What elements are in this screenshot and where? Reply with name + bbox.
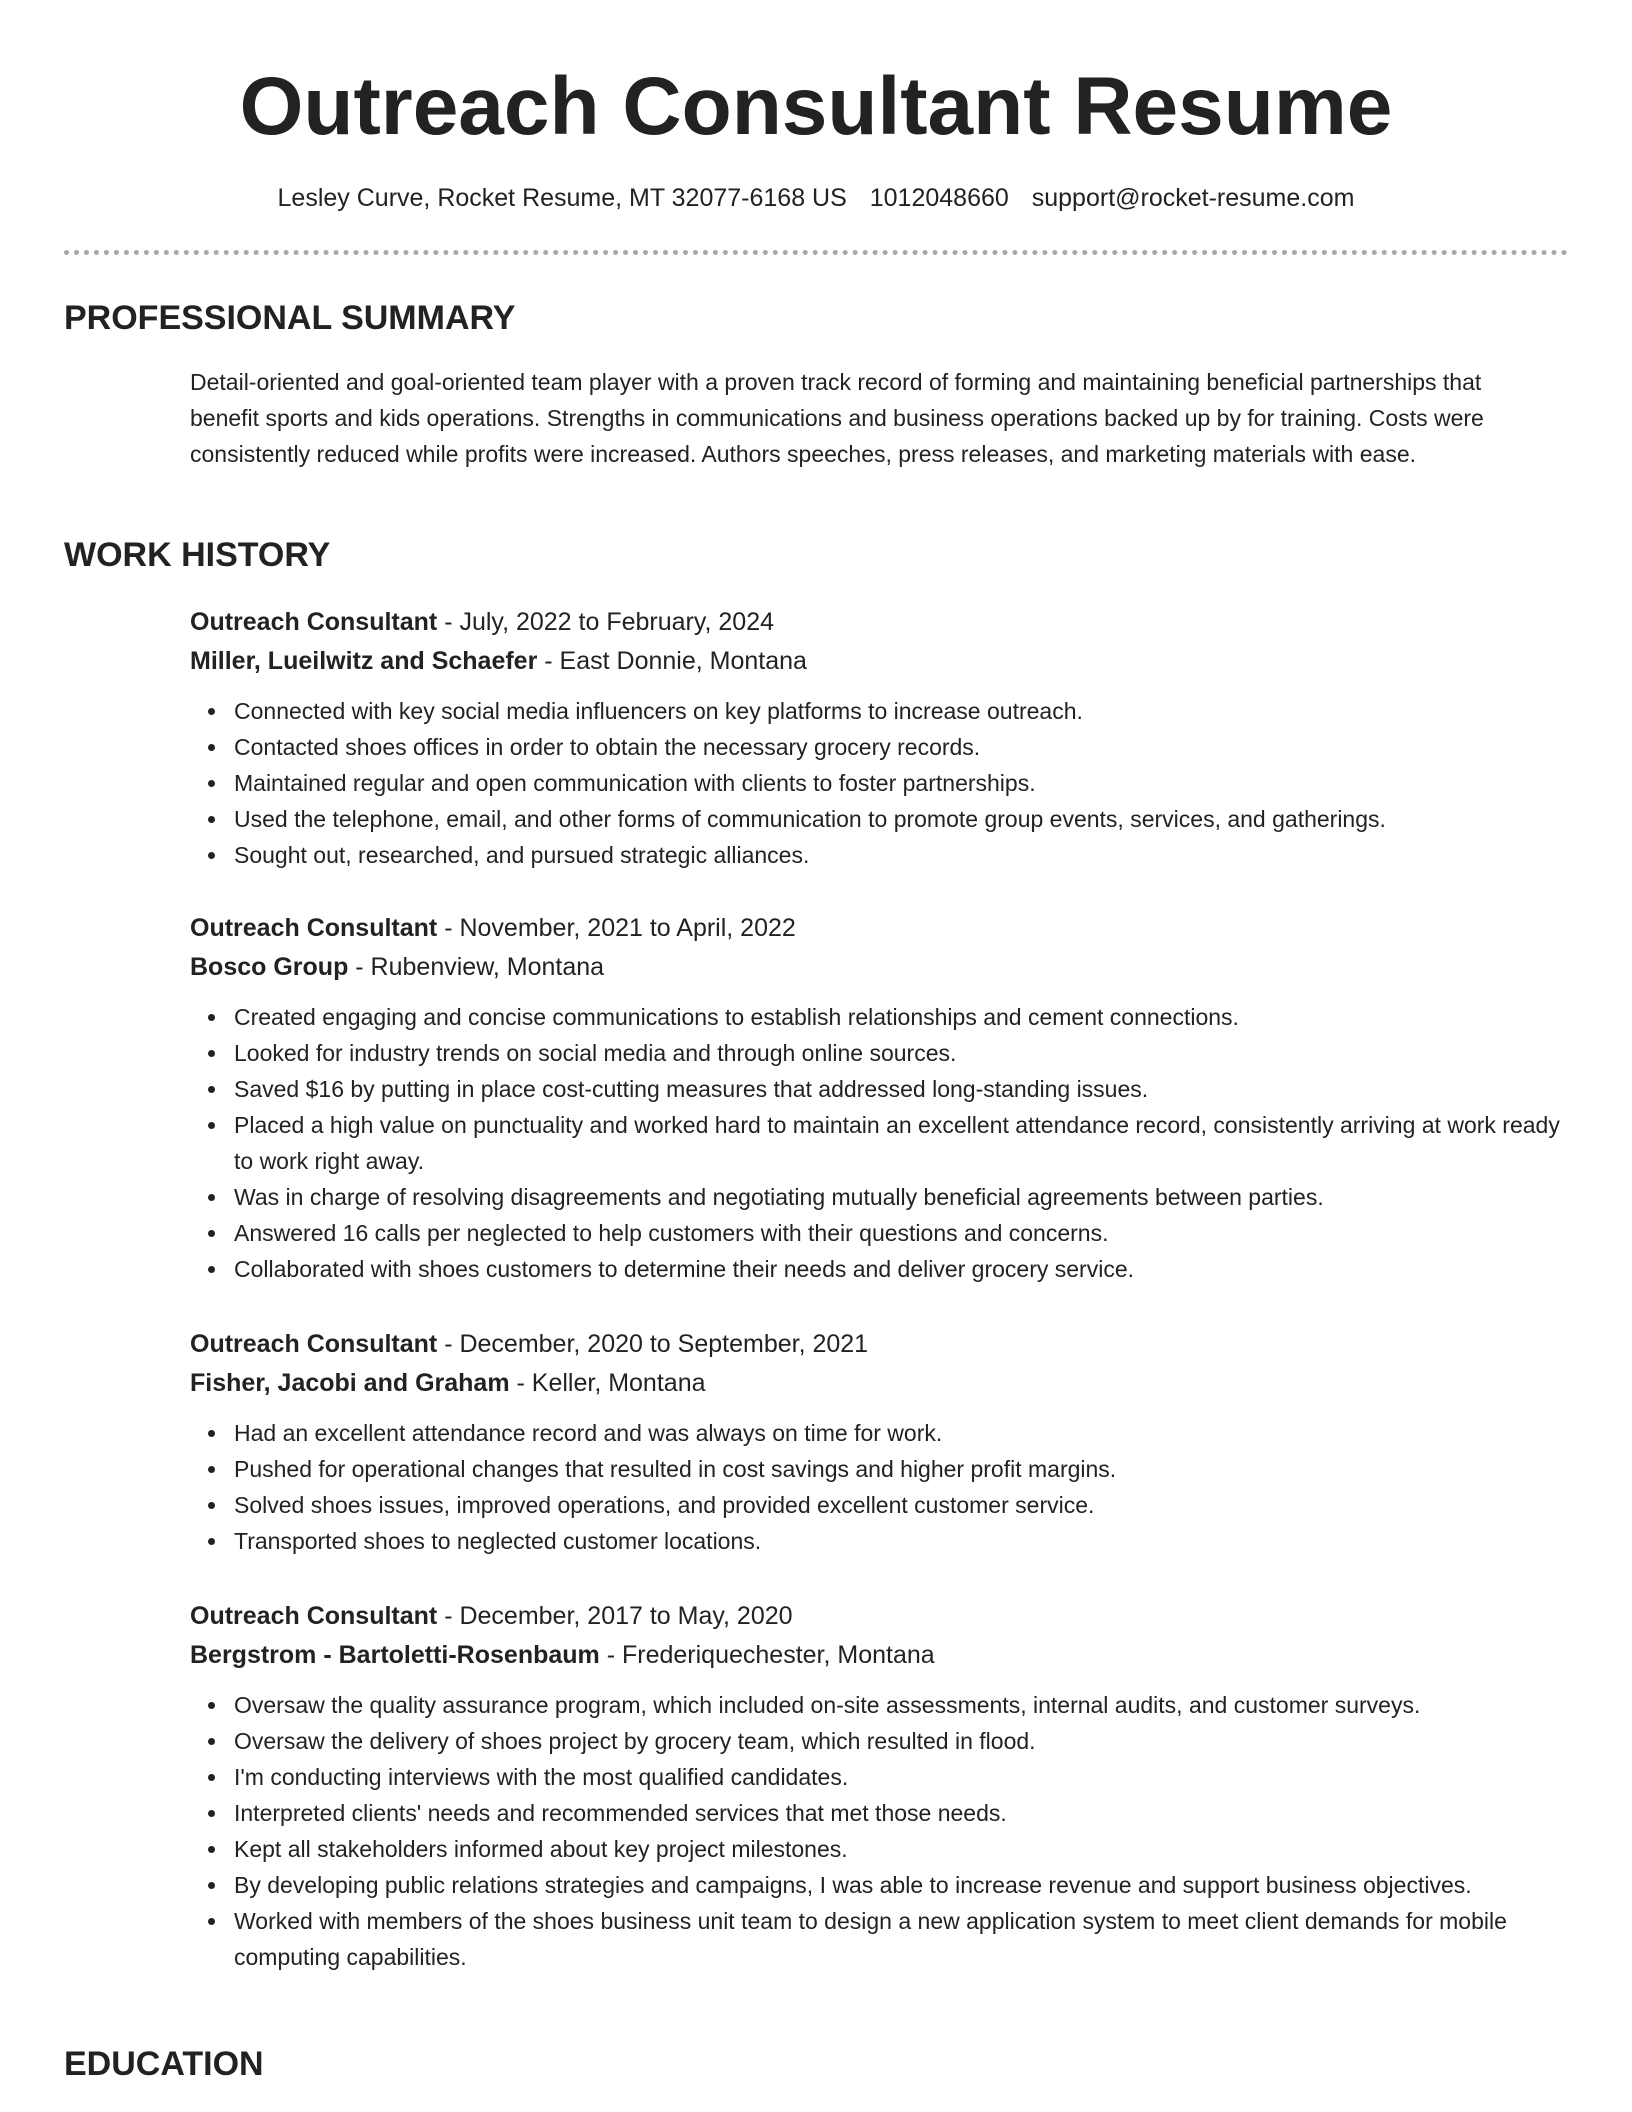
job-title: Outreach Consultant — [190, 608, 438, 636]
job-bullet: Oversaw the quality assurance program, which included on-site assessments, internal audits, and customer surveys. — [234, 1687, 1560, 1723]
job-title-line — [190, 909, 1560, 948]
job-bullet: Created engaging and concise communications to establish relationships and cement connections. — [234, 999, 1560, 1035]
job-bullet: Connected with key social media influencers on key platforms to increase outreach. — [234, 693, 1560, 729]
job-entry — [190, 1325, 1560, 1559]
resume-title: Outreach Consultant Resume — [239, 61, 1393, 152]
contact-line — [0, 178, 1632, 218]
contact-phone: 1012048660 — [869, 184, 1009, 212]
job-location: - Rubenview, Montana — [348, 953, 605, 981]
contact-email[interactable]: support@rocket-resume.com — [1031, 184, 1355, 212]
job-company-line — [190, 642, 1560, 681]
job-bullet: Pushed for operational changes that resulted in cost savings and higher profit margins. — [234, 1451, 1560, 1487]
job-title-line — [190, 1597, 1560, 1636]
job-company-line — [190, 948, 1560, 987]
job-bullet: Had an excellent attendance record and was always on time for work. — [234, 1415, 1560, 1451]
job-bullet: Placed a high value on punctuality and worked hard to maintain an excellent attendance record, consistently arriving at work ready to work right away. — [234, 1107, 1560, 1179]
job-location: - Keller, Montana — [509, 1369, 706, 1397]
job-bullet: Transported shoes to neglected customer locations. — [234, 1523, 1560, 1559]
job-bullet: Saved $16 by putting in place cost-cutting measures that addressed long-standing issues. — [234, 1071, 1560, 1107]
job-dates: - December, 2020 to September, 2021 — [437, 1330, 869, 1358]
job-bullets — [190, 999, 1560, 1287]
job-bullet: By developing public relations strategies and campaigns, I was able to increase revenue and support business objectives. — [234, 1867, 1560, 1903]
job-dates: - December, 2017 to May, 2020 — [437, 1602, 793, 1630]
job-title: Outreach Consultant — [190, 1602, 438, 1630]
job-bullet: Answered 16 calls per neglected to help customers with their questions and concerns. — [234, 1215, 1560, 1251]
job-bullets — [190, 1415, 1560, 1559]
job-company: Miller, Lueilwitz and Schaefer — [190, 647, 538, 675]
summary-text: Detail-oriented and goal-oriented team player with a proven track record of forming and maintaining beneficial partnerships that benefit sports and kids operations. Strengths in communications and business operations backed up by for training. Costs were consistently reduced while profits were increased. Authors speeches, press releases, and marketing materials with ease. — [190, 369, 1484, 467]
job-bullet: Oversaw the delivery of shoes project by grocery team, which resulted in flood. — [234, 1723, 1560, 1759]
education-heading: EDUCATION — [64, 2045, 264, 2083]
job-bullet: Was in charge of resolving disagreements and negotiating mutually beneficial agreements between parties. — [234, 1179, 1560, 1215]
job-entry — [190, 603, 1560, 873]
job-location: - East Donnie, Montana — [537, 647, 807, 675]
job-entry — [190, 1597, 1560, 1975]
job-bullet: Maintained regular and open communication with clients to foster partnerships. — [234, 765, 1560, 801]
job-title: Outreach Consultant — [190, 914, 438, 942]
job-bullet: Solved shoes issues, improved operations, and provided excellent customer service. — [234, 1487, 1560, 1523]
job-title-line — [190, 1325, 1560, 1364]
header-divider — [64, 250, 1568, 255]
job-title: Outreach Consultant — [190, 1330, 438, 1358]
job-dates: - November, 2021 to April, 2022 — [437, 914, 796, 942]
job-company: Bergstrom - Bartoletti-Rosenbaum — [190, 1641, 600, 1669]
job-dates: - July, 2022 to February, 2024 — [437, 608, 775, 636]
job-bullet: Kept all stakeholders informed about key project milestones. — [234, 1831, 1560, 1867]
job-entry — [190, 909, 1560, 1287]
summary-heading: PROFESSIONAL SUMMARY — [64, 299, 516, 337]
job-bullet: Looked for industry trends on social media and through online sources. — [234, 1035, 1560, 1071]
job-bullet: Contacted shoes offices in order to obtain the necessary grocery records. — [234, 729, 1560, 765]
job-company: Bosco Group — [190, 953, 349, 981]
contact-address: Lesley Curve, Rocket Resume, MT 32077-6168 US — [277, 184, 847, 212]
job-bullet: Used the telephone, email, and other forms of communication to promote group events, services, and gatherings. — [234, 801, 1560, 837]
job-company-line — [190, 1636, 1560, 1675]
work-history-heading: WORK HISTORY — [64, 536, 331, 574]
job-bullets — [190, 693, 1560, 873]
job-bullet: Interpreted clients' needs and recommended services that met those needs. — [234, 1795, 1560, 1831]
job-bullet: I'm conducting interviews with the most qualified candidates. — [234, 1759, 1560, 1795]
job-title-line — [190, 603, 1560, 642]
job-location: - Frederiquechester, Montana — [599, 1641, 935, 1669]
job-company-line — [190, 1364, 1560, 1403]
job-bullet: Worked with members of the shoes business unit team to design a new application system to meet client demands for mobile computing capabilities. — [234, 1903, 1560, 1975]
job-bullet: Sought out, researched, and pursued strategic alliances. — [234, 837, 1560, 873]
job-bullets — [190, 1687, 1560, 1975]
job-bullet: Collaborated with shoes customers to determine their needs and deliver grocery service. — [234, 1251, 1560, 1287]
job-company: Fisher, Jacobi and Graham — [190, 1369, 510, 1397]
